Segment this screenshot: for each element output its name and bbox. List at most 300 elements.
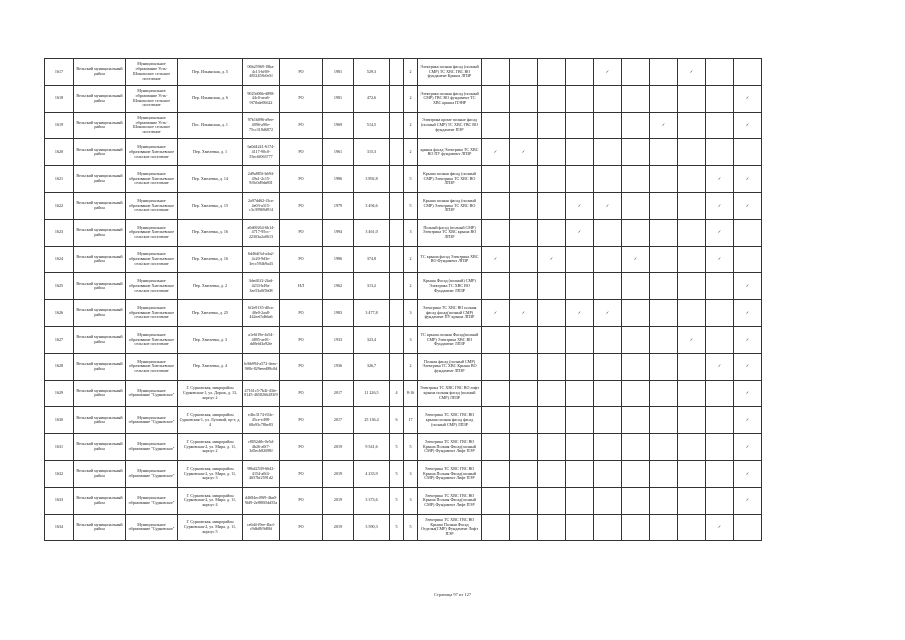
works-cell: Электрика ТС ХВС ГВС ВО лифт крыша полная фасад (полный СМР) ЛПЗР [418,380,482,407]
works-cell: Крыша полная фасад (полный СМР) Электрика ТС ХВС ВО ЛПЗР [418,192,482,219]
guid-cell: 9025d06b-d898-44c0-aea6-9f7fbde06622 [243,85,280,112]
district-cell: Вельский муниципальный район [74,460,126,487]
year-cell: 1983 [323,300,354,327]
check-mark-cell [622,326,650,353]
table-row [45,166,762,193]
check-mark-cell: ✓ [734,326,762,353]
year-cell: 1981 [323,59,354,86]
check-mark-cell [650,85,678,112]
type-cell: РО [280,460,323,487]
year-cell: 2017 [323,380,354,407]
check-mark-cell: ✓ [734,353,762,380]
settlement-cell: Муниципальное образование Хмельевское сельское поселение [126,192,178,219]
check-mark-cell [538,353,566,380]
works-cell: Полная фасад (полный СМР) Электрика ТС ХВС Крыша ВО фундамент ЛПЗР [418,353,482,380]
check-mark-cell [510,246,538,273]
guid-cell: 6d46df3d-a4a2-4c20-9d3e-3ecc594b9a43 [243,246,280,273]
settlement-cell: Муниципальное образование Усть-Шоношское сельское поселение [126,59,178,86]
type-cell: РО [280,300,323,327]
check-mark-cell [622,219,650,246]
guid-cell: c8052dfb-0e5d-4b26-a0f7-3d5ecb82698f [243,434,280,461]
check-mark-cell: ✓ [482,246,510,273]
district-cell: Вельский муниципальный район [74,112,126,139]
check-mark-cell [538,192,566,219]
floors-cell [390,326,404,353]
settlement-cell: Муниципальное образование Хмельевское сельское поселение [126,300,178,327]
check-mark-cell [566,85,594,112]
entrances-cell: 2 [404,59,418,86]
check-mark-cell [678,487,706,514]
check-mark-cell [510,85,538,112]
check-mark-cell: ✓ [706,166,734,193]
row-number: 1630 [45,407,74,434]
district-cell: Вельский муниципальный район [74,514,126,541]
address-cell: Пер. Хмелевка, д. 2 [178,273,243,300]
check-mark-cell: ✓ [482,300,510,327]
check-mark-cell [622,407,650,434]
check-mark-cell: ✓ [566,192,594,219]
check-mark-cell [650,192,678,219]
year-cell: 2019 [323,460,354,487]
address-cell: Г. Сурковская, микрорайон Сурковская-1, ул. Луговый, пр-т, д. 4 [178,407,243,434]
row-number: 1625 [45,273,74,300]
check-mark-cell [482,434,510,461]
check-mark-cell [538,514,566,541]
settlement-cell: Муниципальное образование Хмельевское сельское поселение [126,353,178,380]
check-mark-cell [678,434,706,461]
check-mark-cell [706,407,734,434]
address-cell: Г. Сурковская, микрорайон Сурковская-2, ул. Мира, д. 11, корпус 4 [178,487,243,514]
check-mark-cell [566,460,594,487]
check-mark-cell: ✓ [734,380,762,407]
check-mark-cell [706,300,734,327]
table-row [45,487,762,514]
area-cell: 472,6 [354,85,390,112]
area-cell: 313,2 [354,273,390,300]
check-mark-cell [622,300,650,327]
check-mark-cell [510,380,538,407]
guid-cell: 3dedf1f2-2fad-4233-b49a-3ee53a0f5b08 [243,273,280,300]
floors-cell: 5 [390,460,404,487]
settlement-cell: Муниципальное образование "Сурковское" [126,380,178,407]
type-cell: РО [280,246,323,273]
check-mark-cell [510,166,538,193]
district-cell: Вельский муниципальный район [74,407,126,434]
area-cell: 514,5 [354,112,390,139]
check-mark-cell: ✓ [594,192,622,219]
row-number: 1622 [45,192,74,219]
check-mark-cell: ✓ [734,85,762,112]
table-row [45,192,762,219]
area-cell: 3 461,0 [354,219,390,246]
check-mark-cell [622,434,650,461]
floors-cell [390,166,404,193]
check-mark-cell [594,326,622,353]
entrances-cell: 8-16 [404,380,418,407]
district-cell: Вельский муниципальный район [74,326,126,353]
row-number: 1617 [45,59,74,86]
check-mark-cell [706,380,734,407]
check-mark-cell: ✓ [706,219,734,246]
check-mark-cell [482,326,510,353]
settlement-cell: Муниципальное образование Усть-Шоношское сельское поселение [126,112,178,139]
check-mark-cell [538,326,566,353]
check-mark-cell [650,434,678,461]
check-mark-cell [622,380,650,407]
row-number: 1627 [45,326,74,353]
check-mark-cell [538,460,566,487]
settlement-cell: Муниципальное образование Хмельевское сельское поселение [126,166,178,193]
check-mark-cell: ✓ [706,246,734,273]
check-mark-cell [678,139,706,166]
check-mark-cell [566,139,594,166]
guid-cell: bf6b994-a572-4eeo-9f0b-829eeed88c0d [243,353,280,380]
year-cell: 1933 [323,326,354,353]
register-rows [45,59,762,541]
check-mark-cell: ✓ [566,300,594,327]
address-cell: Пер. Хмелевка, д. 25 [178,300,243,327]
settlement-cell: Муниципальное образование Хмельевское сельское поселение [126,326,178,353]
area-cell: 4 233,9 [354,460,390,487]
table-row [45,460,762,487]
floors-cell [390,219,404,246]
check-mark-cell [510,192,538,219]
register-table [44,58,762,541]
floors-cell [390,139,404,166]
address-cell: Г. Сурковская, микрорайон Сурковская-2, ул. Мира, д. 11, корпус 5 [178,514,243,541]
type-cell: РО [280,112,323,139]
entrances-cell: 2 [404,112,418,139]
check-mark-cell [706,85,734,112]
check-mark-cell [734,139,762,166]
year-cell: 1961 [323,139,354,166]
check-mark-cell [538,434,566,461]
year-cell: 1986 [323,166,354,193]
year-cell: 1979 [323,192,354,219]
area-cell: 315,3 [354,139,390,166]
table-row [45,139,762,166]
check-mark-cell [566,246,594,273]
works-cell: крыша фасад Электрика ТС ХВС ВО ПУ фундамент ЛПЗР [418,139,482,166]
check-mark-cell [482,112,510,139]
check-mark-cell [650,59,678,86]
area-cell: 3 590,3 [354,514,390,541]
works-cell: Крыша полная фасад (полный СМР) Электрика ТС ХВС ВО ЛПЗР [418,166,482,193]
address-cell: Г. Сурковская, микрорайон Сурковская-2, ул. Мира, д. 11, корпус 2 [178,434,243,461]
check-mark-cell [678,380,706,407]
check-mark-cell: ✓ [678,326,706,353]
check-mark-cell [678,166,706,193]
check-mark-cell: ✓ [594,59,622,86]
floors-cell [390,273,404,300]
check-mark-cell [650,326,678,353]
check-mark-cell [678,273,706,300]
works-cell: Электрика кроме полные фасад (полный СМР) ТС ХВС ГВС ВО фундамент ПЭР [418,112,482,139]
check-mark-cell: ✓ [734,434,762,461]
works-cell: Электрика ТС ХВС ГВС ВО Крыша Полная Фасад(полный СМР) Фундамент Лифт ПЭР [418,460,482,487]
guid-cell: d4684ec09f9-4ba0-9fd9-2e888f5dd55a [243,487,280,514]
check-mark-cell: ✓ [706,353,734,380]
check-mark-cell [678,353,706,380]
floors-cell: 5 [390,514,404,541]
check-mark-cell [594,85,622,112]
guid-cell: a0d69264-6b14-4717-95cc-22303a2a0613 [243,219,280,246]
district-cell: Вельский муниципальный район [74,85,126,112]
works-cell: Электрика ТС ХВС ГВС ВО Крыша Полная Фасад Отделка(СМР) Фундамент Лифт ПЭР [418,514,482,541]
address-cell: Пер. Хмелевка, д. 1 [178,139,243,166]
register-sheet [44,58,762,541]
check-mark-cell [510,487,538,514]
area-cell: 326,7 [354,353,390,380]
works-cell: ТС крыша фасад Электрика ХВС ВО Фундамент ЛПЗР [418,246,482,273]
row-number: 1629 [45,380,74,407]
check-mark-cell: ✓ [734,460,762,487]
area-cell: 9 541,6 [354,434,390,461]
check-mark-cell [538,407,566,434]
table-row [45,246,762,273]
check-mark-cell [510,407,538,434]
check-mark-cell [482,487,510,514]
table-row [45,273,762,300]
district-cell: Вельский муниципальный район [74,380,126,407]
year-cell: 1981 [323,85,354,112]
check-mark-cell [706,139,734,166]
check-mark-cell [566,326,594,353]
check-mark-cell [482,85,510,112]
floors-cell: 6 [390,407,404,434]
year-cell: 2017 [323,407,354,434]
row-number: 1628 [45,353,74,380]
type-cell: РО [280,139,323,166]
entrances-cell: 2 [404,246,418,273]
check-mark-cell [482,192,510,219]
settlement-cell: Муниципальное образование Усть-Шоношское сельское поселение [126,85,178,112]
check-mark-cell [566,514,594,541]
floors-cell: 4 [390,380,404,407]
area-cell: 11 226,5 [354,380,390,407]
entrances-cell: 5 [404,514,418,541]
check-mark-cell: ✓ [706,192,734,219]
check-mark-cell: ✓ [538,246,566,273]
works-cell: Крыша Фасад (полный) СМР) Электрика ТС ХВС ВО Фундамент ЛПЗР [418,273,482,300]
entrances-cell: 5 [404,166,418,193]
district-cell: Вельский муниципальный район [74,353,126,380]
address-cell: Пер. Хмелевка, д. 4 [178,353,243,380]
check-mark-cell [482,59,510,86]
check-mark-cell: ✓ [594,300,622,327]
check-mark-cell [510,514,538,541]
table-row [45,353,762,380]
guid-cell: e4bc3174-f04c-45ce-e498-68a93c78be83 [243,407,280,434]
type-cell: РО [280,353,323,380]
check-mark-cell [594,380,622,407]
check-mark-cell: ✓ [566,219,594,246]
area-cell: 25 136,4 [354,407,390,434]
check-mark-cell [622,166,650,193]
check-mark-cell [594,434,622,461]
address-cell: Пер. Хмелевка, д. 3 [178,326,243,353]
check-mark-cell [594,166,622,193]
entrances-cell: 3 [404,219,418,246]
check-mark-cell [706,273,734,300]
check-mark-cell [594,487,622,514]
check-mark-cell [622,85,650,112]
check-mark-cell [678,514,706,541]
works-cell: Электрика ТС ХВС ГВС ВО крыша полная фасад фасад (полный СМР) ЛПЗР [418,407,482,434]
check-mark-cell [706,59,734,86]
row-number: 1621 [45,166,74,193]
table-row [45,112,762,139]
row-number: 1634 [45,514,74,541]
district-cell: Вельский муниципальный район [74,487,126,514]
year-cell: 1969 [323,112,354,139]
entrances-cell: 3 [404,460,418,487]
check-mark-cell [510,460,538,487]
check-mark-cell [538,59,566,86]
check-mark-cell [622,192,650,219]
table-row [45,59,762,86]
check-mark-cell [650,246,678,273]
check-mark-cell [510,59,538,86]
check-mark-cell [482,353,510,380]
works-cell: Электрика ТС ХВС ВО полная фасад фасад(полный СМР) фундамент ПУ крыша ЛПЗР [418,300,482,327]
check-mark-cell [734,59,762,86]
works-cell: Электрика полная фасад (полный СМР) ГВС ВО фундамент ТС ХВС крыша ПЭНР [418,85,482,112]
check-mark-cell [650,487,678,514]
check-mark-cell [482,514,510,541]
floors-cell [390,59,404,86]
check-mark-cell [622,353,650,380]
check-mark-cell [594,353,622,380]
check-mark-cell [538,166,566,193]
type-cell: РО [280,59,323,86]
year-cell: 1986 [323,246,354,273]
check-mark-cell [538,300,566,327]
check-mark-cell [650,300,678,327]
address-cell: Пос. Ильинская, д. 1 [178,112,243,139]
entrances-cell: 3 [404,326,418,353]
address-cell: Пер. Хмелевка, д. 16 [178,246,243,273]
check-mark-cell: ✓ [734,487,762,514]
floors-cell: 5 [390,434,404,461]
check-mark-cell [622,460,650,487]
year-cell: 1962 [323,273,354,300]
address-cell: Пер. Хмелевка, д. 16 [178,219,243,246]
check-mark-cell [566,353,594,380]
check-mark-cell [510,326,538,353]
floors-cell [390,192,404,219]
entrances-cell: 5 [404,192,418,219]
check-mark-cell [482,407,510,434]
district-cell: Вельский муниципальный район [74,59,126,86]
year-cell: 2019 [323,487,354,514]
floors-cell [390,353,404,380]
type-cell: РО [280,85,323,112]
check-mark-cell: ✓ [734,273,762,300]
check-mark-cell [566,407,594,434]
type-cell: РО [280,192,323,219]
check-mark-cell: ✓ [706,514,734,541]
check-mark-cell [594,219,622,246]
row-number: 1618 [45,85,74,112]
check-mark-cell: ✓ [622,246,650,273]
floors-cell [390,300,404,327]
year-cell: 1994 [323,219,354,246]
guid-cell: ce6d4-f9ee-4bcf-c9dbf8f9d86f [243,514,280,541]
check-mark-cell [510,112,538,139]
check-mark-cell [734,219,762,246]
district-cell: Вельский муниципальный район [74,166,126,193]
table-row [45,300,762,327]
check-mark-cell [706,487,734,514]
check-mark-cell [510,273,538,300]
entrances-cell: 2 [404,353,418,380]
area-cell: 529,3 [354,59,390,86]
check-mark-cell [538,112,566,139]
area-cell: 3 494,6 [354,192,390,219]
works-cell: ТС крыша полная Фасад(полный СМР) Электрика ХВС ВО Фундамент ЛПЗР [418,326,482,353]
area-cell: 3 477,8 [354,300,390,327]
check-mark-cell [678,407,706,434]
address-cell: Пер. Хмелевка, д. 15 [178,192,243,219]
check-mark-cell [706,460,734,487]
table-row [45,434,762,461]
guid-cell: 97b1b096-a9ee-4096-a90e-75cc318d6872 [243,112,280,139]
check-mark-cell [678,112,706,139]
row-number: 1624 [45,246,74,273]
check-mark-cell [482,460,510,487]
table-row [45,85,762,112]
type-cell: РО [280,487,323,514]
district-cell: Вельский муниципальный район [74,139,126,166]
settlement-cell: Муниципальное образование "Сурковское" [126,487,178,514]
check-mark-cell: ✓ [678,59,706,86]
check-mark-cell [622,514,650,541]
year-cell: 2019 [323,514,354,541]
check-mark-cell [566,112,594,139]
settlement-cell: Муниципальное образование "Сурковское" [126,460,178,487]
guid-cell: 47161c5-7b4f-43fe-8145-4658266283f9 [243,380,280,407]
type-cell: РО [280,166,323,193]
check-mark-cell: ✓ [734,407,762,434]
check-mark-cell [538,219,566,246]
check-mark-cell [510,353,538,380]
check-mark-cell [594,460,622,487]
check-mark-cell [482,380,510,407]
type-cell: НЛ [280,273,323,300]
check-mark-cell [510,434,538,461]
check-mark-cell [678,219,706,246]
year-cell: 2019 [323,434,354,461]
check-mark-cell [650,407,678,434]
guid-cell: 6f2e9135-d0ca-40e0-2aa8-442eef5db6a6 [243,300,280,327]
type-cell: РО [280,407,323,434]
area-cell: 3 892,8 [354,166,390,193]
check-mark-cell [594,112,622,139]
row-number: 1620 [45,139,74,166]
entrances-cell: 2 [404,85,418,112]
works-cell: Электрика полная фасад (полный СМР) ТС ХВС ГВС ВО фундамент Крыша ЛПЗР [418,59,482,86]
settlement-cell: Муниципальное образование "Сурковское" [126,514,178,541]
type-cell: РО [280,380,323,407]
check-mark-cell [650,514,678,541]
district-cell: Вельский муниципальный район [74,434,126,461]
works-cell: Электрика ТС ХВС ГВС ВО Крыша Полная Фасад(полный СМР) Фундамент Лифт ПЭР [418,434,482,461]
check-mark-cell [678,460,706,487]
guid-cell: a1e6f19e-4e54-4895-ae01-dd0efd3a92fe [243,326,280,353]
check-mark-cell [650,166,678,193]
check-mark-cell [482,166,510,193]
